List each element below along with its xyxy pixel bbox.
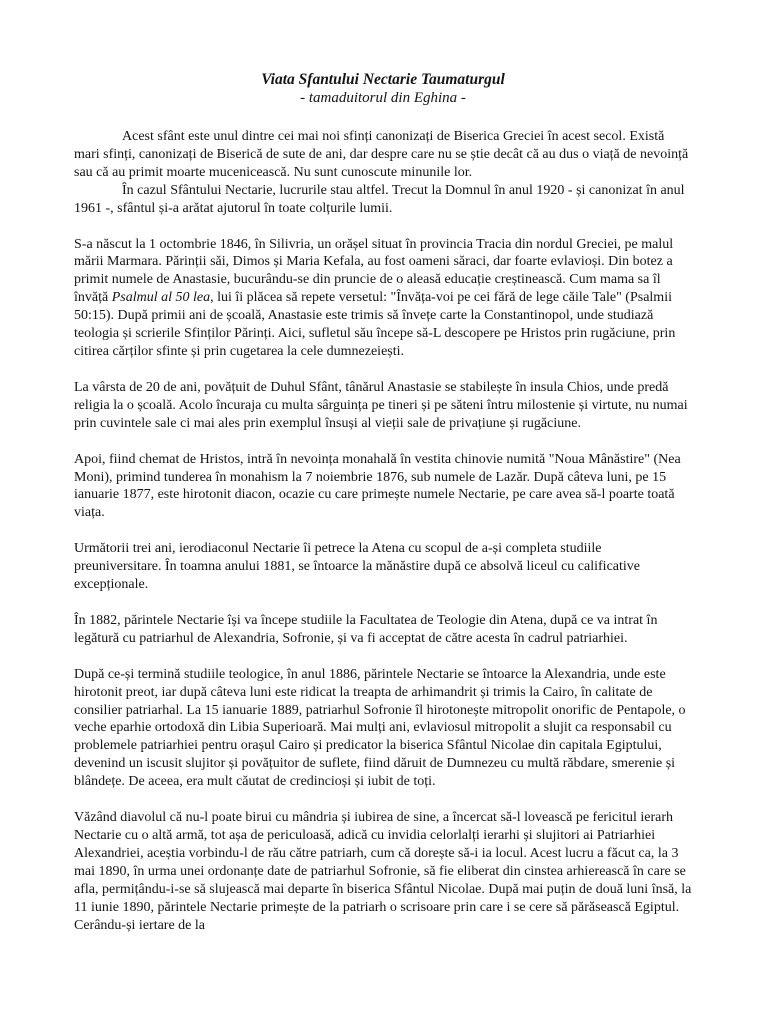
document-title: Viata Sfantului Nectarie Taumaturgul (261, 71, 505, 88)
paragraph-birth-text-2: , lui îi plăcea să repete versetul: "Învăța-voi pe cei fără de lege căile Tale" (Psalmii 50:15). După primii ani de școală, Anastasie este trimis să învețe carte la Constantinopol, unde studiază teologia și scrierile Sfinților Părinți. Aici, sufletul său începe să-L descopere pe Hristos prin rugăciune, prin citirea cărților sfinte și prin cugetarea la cele dumnezeiești. (74, 290, 676, 359)
paragraph-envy: Văzând diavolul că nu-l poate birui cu mândria și iubirea de sine, a încercat să-l lovească pe fericitul ierarh Nectarie cu o altă armă, tot așa de periculoasă, adică cu invidia celorlalți ierarhi și slujitori ai Patriarhiei Alexandriei, aceștia vorbindu-l de rău către patriarh, cum că dorește să-i ia locul. Acest lucru a făcut ca, la 3 mai 1890, în urma unei ordonanțe date de patriarhul Sofronie, să fie eliberat din cinstea arhierească în care se afla, permițându-i-se să slujească mai departe în biserica Sfântul Nicolae. După mai puțin de două luni însă, la 11 iunie 1890, părintele Nectarie primește de la patriarh o scrisoare prin care i se cere să părăsească Egiptul. Cerându-și iertare de la (74, 810, 692, 933)
paragraph-intro: Acest sfânt este unul dintre cei mai noi sfinți canonizați de Biserica Greciei în acest secol. Există mari sfinți, canonizați de Biserică de sute de ani, dar despre care nu se știe decât că au dus o viață de nevoință sau că au primit moarte mucenicească. Nu sunt cunoscute minunile lor. (74, 129, 689, 180)
paragraph-birth-text-1: S-a născut la 1 octombrie 1846, în Silivria, un orășel situat în provincia Tracia din nordul Greciei, pe malul mării Marmara. Părinții săi, Dimos și Maria Kefala, au fost oameni săraci, dar foarte evlavioși. Din botez a primit numele de Anastasie, bucurându-se din pruncie de o aleasă educație creștinească. Cum mama sa îl învăță (74, 236, 674, 306)
psalm-reference: Psalmul al 50 lea (111, 290, 211, 306)
paragraph-alexandria: După ce-și termină studiile teologice, în anul 1886, părintele Nectarie se întoarce la Alexandria, unde este hirotonit preot, iar după câteva luni este ridicat la treapta de arhimandrit și trimis la Cairo, în calitate de consilier patriarhal. La 15 ianuarie 1889, patriarhul Sofronie îl hirotonește mitropolit onorific de Pentapole, o veche eparhie ortodoxă din Libia Superioară. Mai mulți ani, evlaviosul mitropolit a slujit ca responsabil cu problemele patriarhiei pentru orașul Cairo și predicator la biserica Sfântul Nicolae din capitala Egiptului, devenind un iscusit slujitor și povățuitor de suflete, fiind dăruit de Dumnezeu cu multă răbdare, smerenie și blândețe. De aceea, era mult căutat de credincioși și iubit de toți. (74, 666, 686, 790)
paragraph-canonization: În cazul Sfântului Nectarie, lucrurile stau altfel. Trecut la Domnul în anul 1920 - și canonizat în anul 1961 -, sfântul și-a arătat ajutorul în toate colțurile lumii. (74, 182, 685, 216)
paragraph-chios: La vârsta de 20 de ani, povățuit de Duhul Sfânt, tânărul Anastasie se stabilește în insula Chios, unde predă religia la o școală. Acolo încuraja cu multa sârguința pe tineri și pe săteni întru milostenie și virtute, nu numai prin cuvintele sale ci mai ales prin exemplul însuși al vieții sale de privațiune și rugăciune. (74, 379, 688, 431)
paragraph-athens: Următorii trei ani, ierodiaconul Nectarie îi petrece la Atena cu scopul de a-și completa studiile preuniversitare. În toamna anului 1881, se întoarce la mănăstire după ce absolvă liceul cu calificative excepționale. (74, 541, 640, 593)
document-subtitle: - tamaduitorul din Eghina - (300, 90, 466, 106)
paragraph-monastery: Apoi, fiind chemat de Hristos, intră în nevoința monahală în vestita chinovie numită "Noua Mânăstire" (Nea Moni), primind tunderea în monahism la 7 noiembrie 1876, sub numele de Lazăr. După câteva luni, pe 15 ianuarie 1877, este hirotonit diacon, ocazie cu care primește numele Nectarie, pe care avea să-l poarte toată viața. (74, 451, 681, 521)
paragraph-theology: În 1882, părintele Nectarie își va începe studiile la Facultatea de Teologie din Atena, după ce va intrat în legătură cu patriarhul de Alexandria, Sofronie, și va fi acceptat de către acesta în cadrul patriarhiei. (74, 612, 658, 646)
paragraph-birth (74, 236, 692, 361)
